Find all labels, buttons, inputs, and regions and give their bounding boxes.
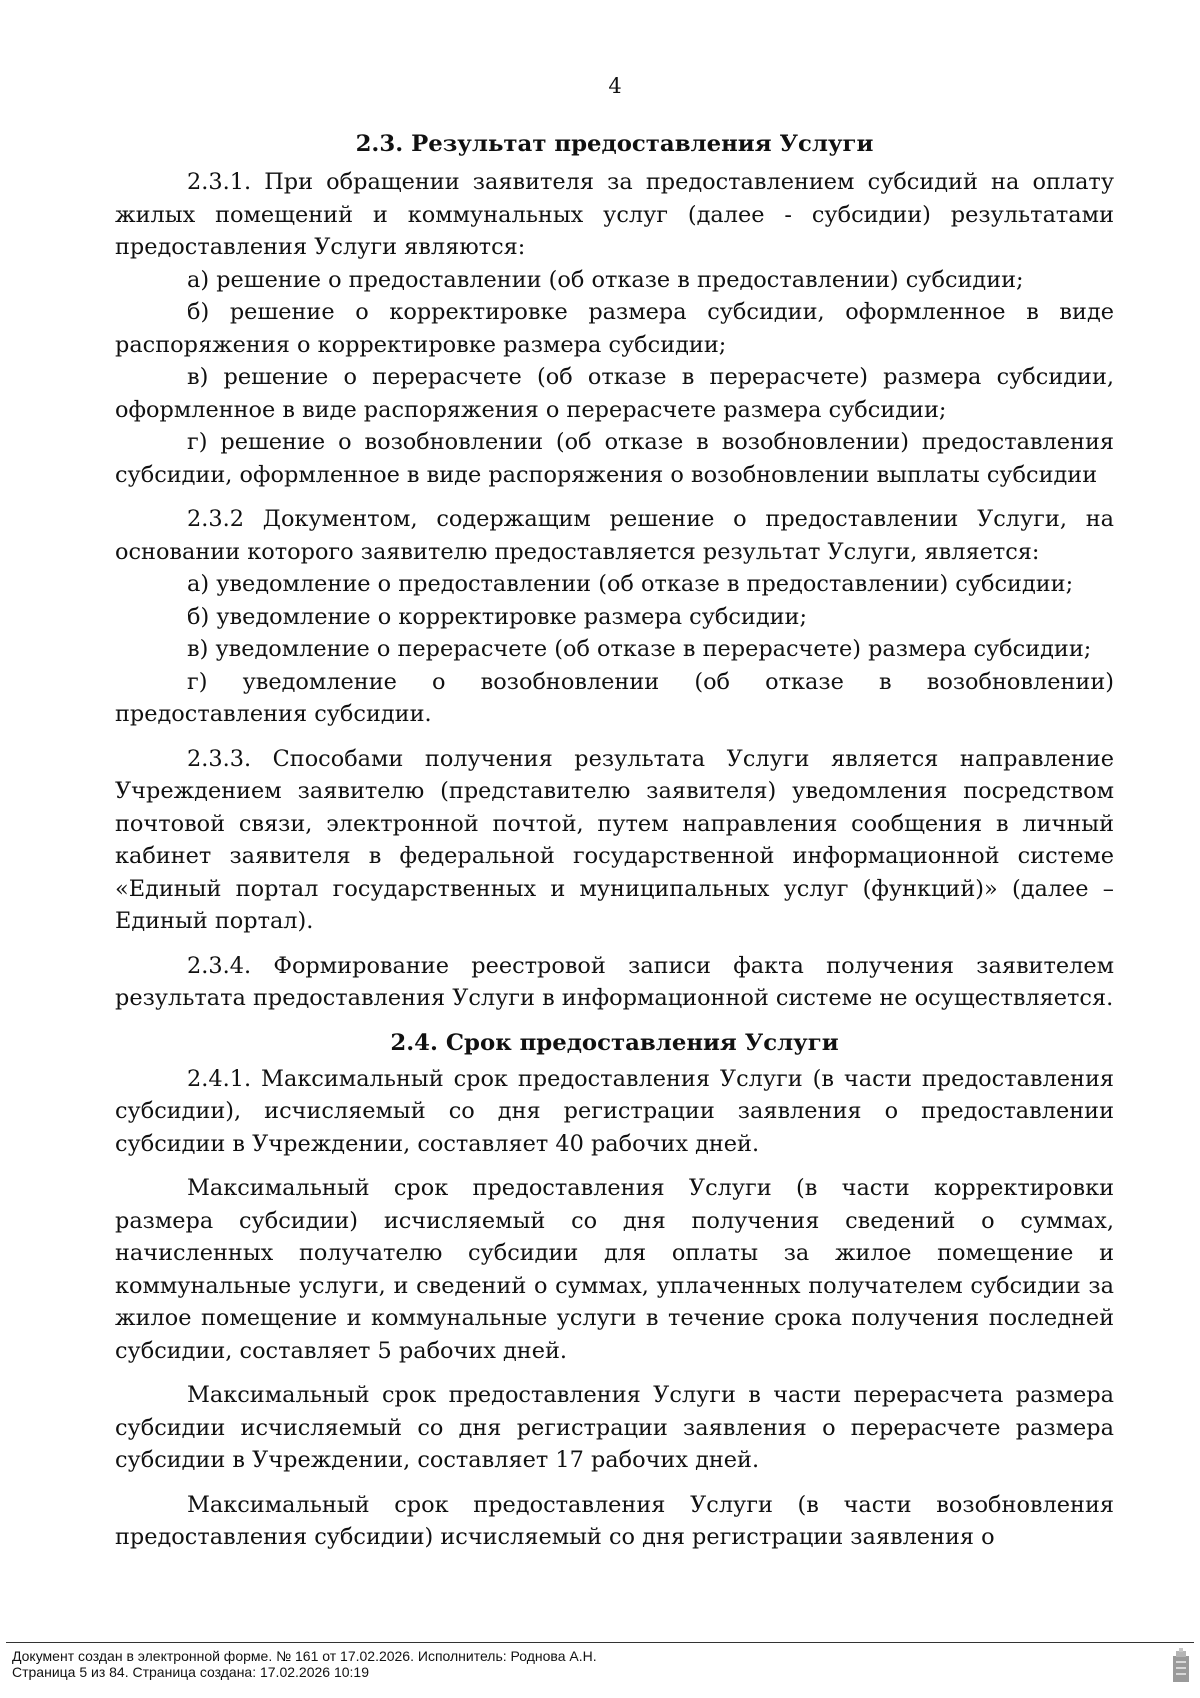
paragraph-2-4-1-renewal: Максимальный срок предоставления Услуги (в части возобновления предоставления субсидии) исчисляемый со дня регистрации заявления о (115, 1491, 1114, 1550)
page-number: 4 (608, 74, 622, 98)
paragraph-2-4-1: 2.4.1. Максимальный срок предоставления Услуги (в части предоставления субсидии), исчисляемый со дня регистрации заявления о предоставлении субсидии в Учреждении, составляет 40 рабочих дней. (115, 1065, 1114, 1157)
emblem-icon (1170, 1648, 1192, 1684)
list-item-2-3-1-v: в) решение о перерасчете (об отказе в перерасчете) размера субсидии, оформленное в виде распоряжения о перерасчете размера субсидии; (115, 364, 1114, 423)
list-item-2-3-2-a: а) уведомление о предоставлении (об отказе в предоставлении) субсидии; (187, 571, 1074, 597)
document-body (115, 128, 1114, 1554)
paragraph-2-3-4: 2.3.4. Формирование реестровой записи факта получения заявителем результата предоставления Услуги в информационной системе не осуществляется. (115, 952, 1114, 1011)
list-item-2-3-2-g: г) уведомление о возобновлении (об отказе в возобновлении) предоставления субсидии. (115, 668, 1114, 727)
paragraph-2-4-1-recalculation: Максимальный срок предоставления Услуги в части перерасчета размера субсидии исчисляемый со дня регистрации заявления о перерасчете размера субсидии в Учреждении, составляет 17 рабочих дней. (115, 1382, 1114, 1473)
list-item-2-3-2-v: в) уведомление о перерасчете (об отказе в перерасчете) размера субсидии; (187, 636, 1092, 662)
list-item-2-3-1-b: б) решение о корректировке размера субсидии, оформленное в виде распоряжения о корректировке размера субсидии; (115, 299, 1114, 358)
paragraph-2-3-1: 2.3.1. При обращении заявителя за предоставлением субсидий на оплату жилых помещений и коммунальных услуг (далее - субсидии) результатами предоставления Услуги являются: (115, 169, 1114, 260)
section-heading-2-3: 2.3. Результат предоставления Услуги (355, 131, 874, 157)
footer-line-1: Документ создан в электронной форме. № 161 от 17.02.2026. Исполнитель: Роднова А.Н. (12, 1648, 597, 1664)
paragraph-2-4-1-correction: Максимальный срок предоставления Услуги (в части корректировки размера субсидии) исчисляемый со дня получения сведений о суммах, начисленных получателю субсидии для оплаты за жилое помещение и коммунальные услуги, и сведений о суммах, уплаченных получателем субсидии за жилое помещение и коммунальные услуги в течение срока получения последней субсидии, составляет 5 рабочих дней. (115, 1175, 1114, 1364)
footer-line-2: Страница 5 из 84. Страница создана: 17.02.2026 10:19 (12, 1664, 369, 1680)
paragraph-2-3-2: 2.3.2 Документом, содержащим решение о предоставлении Услуги, на основании которого заявителю предоставляется результат Услуги, является: (115, 506, 1114, 565)
footer-divider (6, 1642, 1194, 1643)
paragraph-2-3-3: 2.3.3. Способами получения результата Услуги является направление Учреждением заявителю (представителю заявителя) уведомления посредством почтовой связи, электронной почтой, путем направления сообщения в личный кабинет заявителя в федеральной государственной информационной системе «Единый портал государственных и муниципальных услуг (функций)» (далее – Единый портал). (115, 745, 1114, 934)
section-heading-2-4: 2.4. Срок предоставления Услуги (390, 1029, 839, 1056)
list-item-2-3-1-a: а) решение о предоставлении (об отказе в предоставлении) субсидии; (187, 266, 1024, 293)
list-item-2-3-2-b: б) уведомление о корректировке размера субсидии; (187, 603, 808, 630)
document-footer (12, 1648, 597, 1680)
list-item-2-3-1-g: г) решение о возобновлении (об отказе в возобновлении) предоставления субсидии, оформленное в виде распоряжения о возобновлении выплаты субсидии (115, 429, 1114, 488)
